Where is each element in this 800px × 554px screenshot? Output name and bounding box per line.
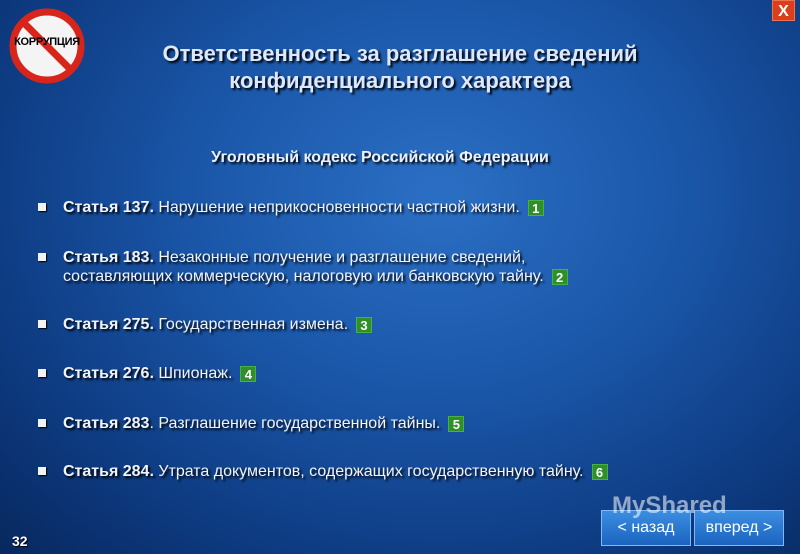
bullet-icon: [38, 419, 46, 427]
article-label: Статья 276.: [63, 365, 154, 382]
article-text: Незаконные получение и разглашение сведений,: [153, 249, 526, 266]
forward-button[interactable]: вперед >: [694, 510, 784, 546]
reference-badge[interactable]: 1: [528, 200, 544, 216]
article-text: Нарушение неприкосновенности частной жизни.: [153, 199, 520, 216]
reference-badge[interactable]: 4: [240, 366, 256, 382]
close-button[interactable]: X: [772, 0, 795, 21]
article-text: Шпионаж.: [153, 365, 233, 382]
article-text: Утрата документов, содержащих государственную тайну.: [153, 463, 584, 480]
list-item: [38, 315, 678, 334]
section-subtitle: Уголовный кодекс Российской Федерации: [211, 149, 549, 166]
article-label: Статья 284.: [63, 463, 154, 480]
article-label: Статья 283: [63, 415, 150, 432]
reference-badge[interactable]: 3: [356, 317, 372, 333]
article-label: Статья 137.: [63, 199, 154, 216]
article-text-continued: составляющих коммерческую, налоговую или банковскую тайну.: [63, 268, 544, 285]
list-item: [38, 198, 678, 217]
title-line-1: Ответственность за разглашение сведений: [162, 41, 638, 66]
reference-badge[interactable]: 6: [592, 464, 608, 480]
anti-corruption-logo: [9, 8, 85, 84]
list-item: [38, 462, 678, 481]
back-button[interactable]: < назад: [601, 510, 691, 546]
article-label: Статья 275.: [63, 316, 154, 333]
reference-badge[interactable]: 5: [448, 416, 464, 432]
article-text: . Разглашение государственной тайны.: [149, 415, 441, 432]
logo-text: КОРРУПЦИЯ: [14, 36, 80, 48]
bullet-icon: [38, 253, 46, 261]
list-item: [38, 248, 678, 286]
article-text: Государственная измена.: [153, 316, 349, 333]
list-item: [38, 364, 678, 383]
watermark: MyShared: [612, 492, 727, 519]
bullet-icon: [38, 369, 46, 377]
bullet-icon: [38, 203, 46, 211]
list-item: [38, 414, 678, 433]
page-title: [100, 40, 700, 94]
reference-badge[interactable]: 2: [552, 269, 568, 285]
article-label: Статья 183.: [63, 249, 154, 266]
bullet-icon: [38, 320, 46, 328]
page-number: 32: [12, 533, 28, 549]
bullet-icon: [38, 467, 46, 475]
title-line-2: конфиденциального характера: [229, 68, 571, 93]
